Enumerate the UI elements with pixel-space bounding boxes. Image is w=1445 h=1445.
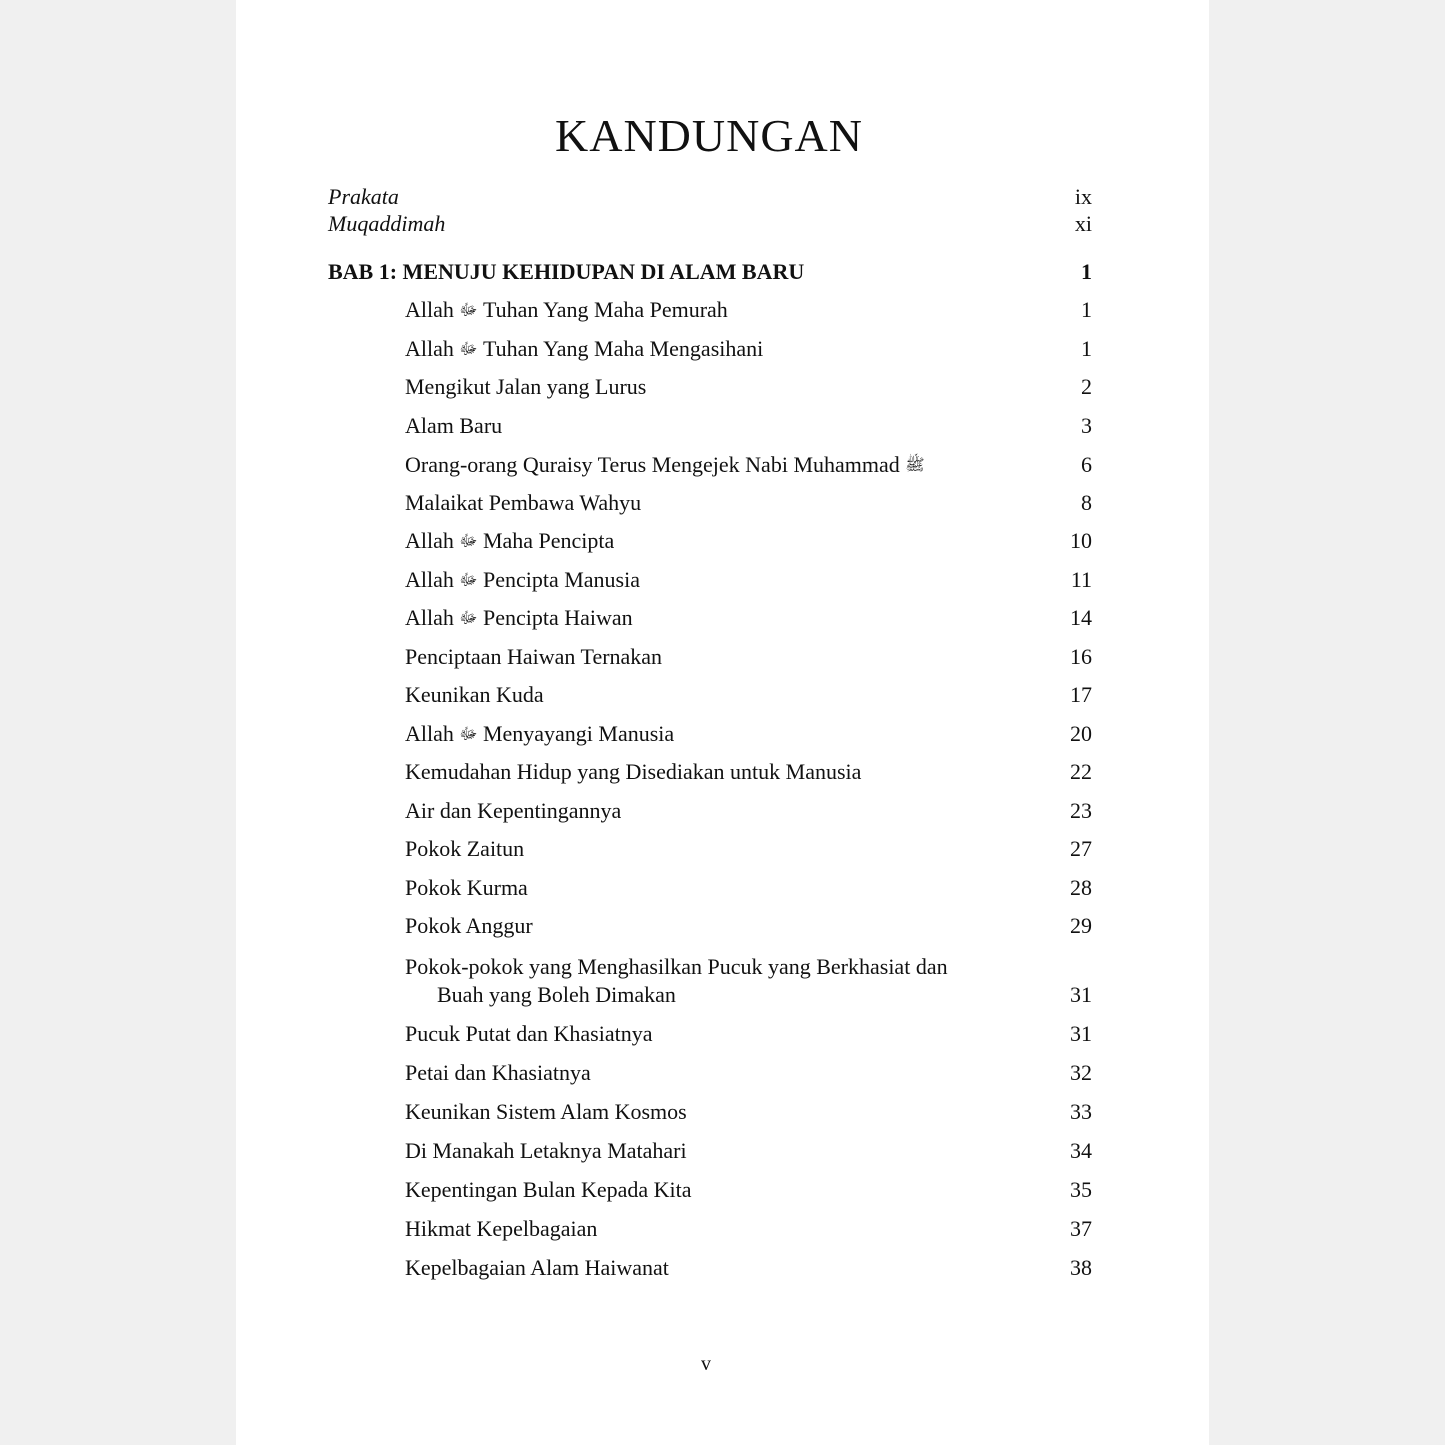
toc-page-number: 1 bbox=[1081, 297, 1092, 322]
toc-label-continuation: Buah yang Boleh Dimakan bbox=[437, 982, 676, 1007]
toc-label: Alam Baru bbox=[405, 413, 503, 438]
toc-label: Pokok Anggur bbox=[405, 913, 533, 938]
toc-entry bbox=[236, 681, 1209, 709]
toc-label: Pucuk Putat dan Khasiatnya bbox=[405, 1021, 653, 1046]
toc-page-number: 6 bbox=[1081, 452, 1092, 477]
toc-label: Pokok Zaitun bbox=[405, 836, 525, 861]
toc-page-number: 20 bbox=[1070, 721, 1092, 746]
chapter-label: BAB 1: MENUJU KEHIDUPAN DI ALAM BARU bbox=[328, 259, 805, 284]
toc-label: Muqaddimah bbox=[328, 211, 446, 236]
toc-page-number: 16 bbox=[1070, 644, 1092, 669]
toc-label: Pokok Kurma bbox=[405, 875, 528, 900]
toc-page-number: 10 bbox=[1070, 528, 1092, 553]
toc-label: Allah ﷻ Menyayangi Manusia bbox=[405, 721, 675, 746]
toc-entry bbox=[236, 758, 1209, 786]
toc-page-number: 17 bbox=[1070, 682, 1092, 707]
toc-entry bbox=[236, 1215, 1209, 1243]
toc-entry bbox=[236, 1254, 1209, 1282]
toc-entry bbox=[236, 489, 1209, 517]
toc-entry bbox=[236, 1098, 1209, 1126]
toc-page-number: ix bbox=[1074, 184, 1092, 209]
toc-page-number: 35 bbox=[1070, 1177, 1092, 1202]
toc-entry bbox=[236, 335, 1209, 363]
toc-label: Allah ﷻ Pencipta Haiwan bbox=[405, 605, 633, 630]
toc-page-number: 8 bbox=[1081, 490, 1092, 515]
honorific-glyph: ﷻ bbox=[459, 726, 478, 743]
toc-page-number: 34 bbox=[1070, 1138, 1092, 1163]
toc-entry bbox=[236, 720, 1209, 748]
toc-entry-continuation bbox=[236, 981, 1209, 1009]
toc-page-number: 37 bbox=[1070, 1216, 1092, 1241]
toc-entry bbox=[236, 953, 1209, 981]
toc-page-number: 33 bbox=[1070, 1099, 1092, 1124]
toc-label: Allah ﷻ Pencipta Manusia bbox=[405, 567, 640, 592]
toc-front-row bbox=[236, 210, 1209, 238]
page-folio: v bbox=[701, 1353, 711, 1375]
toc-entry bbox=[236, 643, 1209, 671]
toc-page-number: 28 bbox=[1070, 875, 1092, 900]
toc-label: Allah ﷻ Tuhan Yang Maha Pemurah bbox=[405, 297, 728, 322]
honorific-glyph: ﷻ bbox=[459, 302, 478, 319]
toc-entry bbox=[236, 1020, 1209, 1048]
toc-label: Penciptaan Haiwan Ternakan bbox=[405, 644, 663, 669]
toc-label: Allah ﷻ Maha Pencipta bbox=[405, 528, 615, 553]
toc-label: Pokok-pokok yang Menghasilkan Pucuk yang Berkhasiat dan bbox=[405, 954, 948, 979]
toc-entry bbox=[236, 1059, 1209, 1087]
toc-label: Kepelbagaian Alam Haiwanat bbox=[405, 1255, 669, 1280]
toc-label: Prakata bbox=[328, 184, 399, 209]
honorific-glyph: ﷻ bbox=[459, 533, 478, 550]
toc-label: Kepentingan Bulan Kepada Kita bbox=[405, 1177, 692, 1202]
toc-label: Air dan Kepentingannya bbox=[405, 798, 622, 823]
toc-page-number: 3 bbox=[1081, 413, 1092, 438]
document-page bbox=[236, 0, 1209, 1445]
honorific-glyph: ﷻ bbox=[459, 341, 478, 358]
toc-page-number: xi bbox=[1074, 211, 1092, 236]
toc-entry bbox=[236, 1137, 1209, 1165]
toc-entry bbox=[236, 874, 1209, 902]
toc-chapter-row bbox=[236, 258, 1209, 286]
toc-entry bbox=[236, 835, 1209, 863]
toc-label: Mengikut Jalan yang Lurus bbox=[405, 374, 647, 399]
honorific-glyph: ﷻ bbox=[459, 610, 478, 627]
toc-entry bbox=[236, 912, 1209, 940]
toc-page-number: 32 bbox=[1070, 1060, 1092, 1085]
toc-label: Di Manakah Letaknya Matahari bbox=[405, 1138, 687, 1163]
toc-entry bbox=[236, 412, 1209, 440]
toc-page-number: 31 bbox=[1070, 1021, 1092, 1046]
toc-entry bbox=[236, 566, 1209, 594]
toc-page-number: 31 bbox=[1070, 982, 1092, 1007]
toc-entry bbox=[236, 296, 1209, 324]
toc-label: Malaikat Pembawa Wahyu bbox=[405, 490, 642, 515]
toc-entry bbox=[236, 451, 1209, 479]
toc-label: Allah ﷻ Tuhan Yang Maha Mengasihani bbox=[405, 336, 764, 361]
toc-label: Orang-orang Quraisy Terus Mengejek Nabi Muhammad ﷺ bbox=[405, 452, 925, 477]
toc-page-number: 29 bbox=[1070, 913, 1092, 938]
honorific-glyph: ﷻ bbox=[459, 572, 478, 589]
toc-page-number: 2 bbox=[1081, 374, 1092, 399]
toc-page-number: 14 bbox=[1070, 605, 1092, 630]
toc-entry bbox=[236, 527, 1209, 555]
toc-entry bbox=[236, 373, 1209, 401]
toc-page-number: 11 bbox=[1070, 567, 1092, 592]
toc-page-number: 23 bbox=[1070, 798, 1092, 823]
toc-entry bbox=[236, 797, 1209, 825]
toc-label: Petai dan Khasiatnya bbox=[405, 1060, 591, 1085]
toc-label: Hikmat Kepelbagaian bbox=[405, 1216, 598, 1241]
toc-front-row bbox=[236, 183, 1209, 211]
toc-page-number: 1 bbox=[1081, 259, 1092, 284]
honorific-glyph: ﷺ bbox=[905, 457, 925, 474]
toc-entry bbox=[236, 1176, 1209, 1204]
toc-page-number: 27 bbox=[1070, 836, 1092, 861]
toc-page-number: 38 bbox=[1070, 1255, 1092, 1280]
toc-page-number: 22 bbox=[1070, 759, 1092, 784]
toc-label: Keunikan Kuda bbox=[405, 682, 544, 707]
toc-page-number: 1 bbox=[1081, 336, 1092, 361]
toc-entry bbox=[236, 604, 1209, 632]
toc-label: Keunikan Sistem Alam Kosmos bbox=[405, 1099, 687, 1124]
toc-label: Kemudahan Hidup yang Disediakan untuk Manusia bbox=[405, 759, 862, 784]
page-title: KANDUNGAN bbox=[555, 110, 863, 161]
